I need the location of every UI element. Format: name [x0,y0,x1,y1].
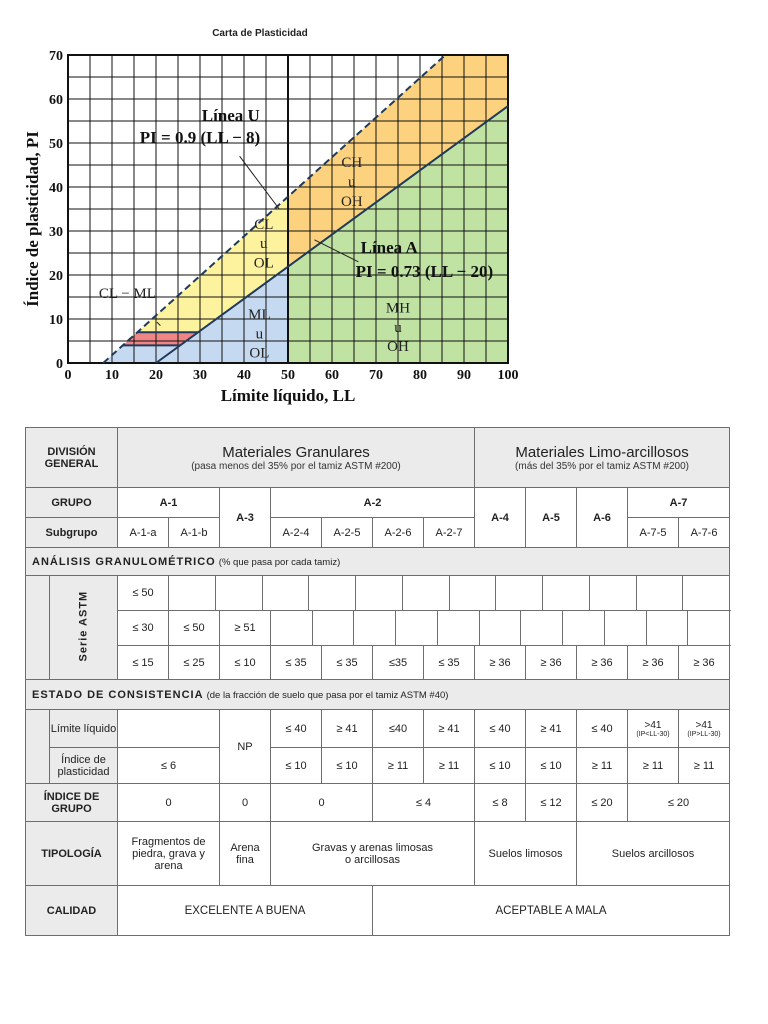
ll-a5: ≥ 41 [526,710,577,748]
subgroup-a27: A-2-7 [424,518,475,548]
tip-a1: Fragmentos de piedra, grava y arena [118,822,220,886]
group-a5: A-5 [526,488,577,548]
subgroup-a76: A-7-6 [679,518,730,548]
granular-header: Materiales Granulares (pasa menos del 35% por el tamiz ASTM #200) [118,428,475,488]
y-tick-label: 10 [49,313,63,328]
aashto-classification-table [25,427,730,936]
ll-a27: ≥ 41 [424,710,475,748]
zone-label-ch: OH [340,193,363,210]
group-a2: A-2 [271,488,475,518]
x-tick-label: 20 [149,368,163,383]
ll-a76: >41 (IP>LL-30) [679,710,730,748]
ll-a25: ≥ 41 [322,710,373,748]
zone-label-ml: ML [248,307,271,323]
tip-a6-a7: Suelos arcillosos [577,822,730,886]
y-tick-label: 0 [56,357,63,372]
gi-a7: ≤ 20 [628,784,730,822]
sieve-200-a75: ≥ 36 [628,646,679,680]
group-a7: A-7 [628,488,730,518]
sieve-200-a26: ≤35 [373,646,424,680]
calidad-label: CALIDAD [26,886,118,936]
fine-header: Materiales Limo-arcillosos (más del 35% por el tamiz ASTM #200) [475,428,730,488]
tip-a2: Gravas y arenas limosas o arcillosas [271,822,475,886]
subgrupo-label: Subgrupo [26,518,118,548]
grupo-label: GRUPO [26,488,118,518]
sieve-row-40 [26,611,730,646]
row-division [26,428,730,488]
gi-a24-a25: 0 [271,784,373,822]
sieve-40-a3: ≥ 51 [220,611,271,646]
gi-label: ÍNDICE DE GRUPO [26,784,118,822]
ll-label: Límite líquido [50,710,118,748]
zone-label-clml: CL − ML [98,285,156,302]
x-tick-label: 60 [325,368,339,383]
ll-a24: ≤ 40 [271,710,322,748]
x-tick-label: 0 [64,368,72,383]
y-tick-label: 50 [49,137,63,152]
sieve-row-200 [26,646,730,680]
ip-a1: ≤ 6 [118,748,220,784]
subgroup-a1a: A-1-a [118,518,169,548]
sieve-40-a1a: ≤ 30 [118,611,169,646]
y-tick-label: 20 [49,269,63,284]
x-tick-label: 90 [457,368,471,383]
zone-label-mh: u [394,319,402,336]
sieve-200-a4: ≥ 36 [475,646,526,680]
cons-section-title: ESTADO DE CONSISTENCIA (de la fracción de suelo que pasa por el tamiz ASTM #40) [26,680,730,710]
sieve-10-a1a: ≤ 50 [118,576,169,611]
gi-a5: ≤ 12 [526,784,577,822]
x-tick-label: 50 [281,368,295,383]
ll-a6: ≤ 40 [577,710,628,748]
ip-a24: ≤ 10 [271,748,322,784]
x-axis-label: Límite líquido, LL [220,386,356,405]
y-tick-label: 40 [49,181,63,196]
row-gi [26,784,730,822]
sieve-200-a3: ≤ 10 [220,646,271,680]
gi-a26-a27: ≤ 4 [373,784,475,822]
x-tick-label: 80 [413,368,427,383]
line-u-leader [240,156,280,209]
plasticity-chart [0,40,525,420]
row-ll [26,710,730,748]
row-calidad [26,886,730,936]
y-tick-label: 30 [49,225,63,240]
sieve-200-a27: ≤ 35 [424,646,475,680]
row-ip [26,748,730,784]
ip-a6: ≥ 11 [577,748,628,784]
y-tick-label: 60 [49,93,63,108]
line-a-name: Línea A [360,238,418,257]
gi-a4: ≤ 8 [475,784,526,822]
ip-a26: ≥ 11 [373,748,424,784]
x-tick-label: 30 [193,368,207,383]
subgroup-a25: A-2-5 [322,518,373,548]
x-tick-label: 100 [497,368,519,383]
ip-a25: ≤ 10 [322,748,373,784]
line-a-equation: PI = 0.73 (LL − 20) [355,262,494,282]
gi-a6: ≤ 20 [577,784,628,822]
zone-label-mh: MH [385,300,411,317]
ip-a76: ≥ 11 [679,748,730,784]
zone-label-ml: u [255,326,264,343]
zone-label-ch: CH [341,155,363,172]
ip-a27: ≥ 11 [424,748,475,784]
ll-a4: ≤ 40 [475,710,526,748]
row-grupo [26,488,730,518]
x-tick-label: 40 [237,368,251,383]
sieve-200-a6: ≥ 36 [577,646,628,680]
gi-a1: 0 [118,784,220,822]
zone-label-cl: CL [254,216,274,233]
ip-a4: ≤ 10 [475,748,526,784]
calidad-granular: EXCELENTE A BUENA [118,886,373,936]
sieve-200-a76: ≥ 36 [679,646,730,680]
sieve-40-a1b: ≤ 50 [169,611,220,646]
zone-label-cl: OL [253,255,274,272]
gran-section-title: ANÁLISIS GRANULOMÉTRICO (% que pasa por cada tamiz) [26,548,730,576]
x-tick-label: 10 [105,368,119,383]
group-a1: A-1 [118,488,220,518]
ip-label: Índice de plasticidad [50,748,118,784]
zone-label-ch: u [348,174,356,191]
serie-astm-label: Serie ASTM [50,576,118,680]
line-u-name: Línea U [201,106,260,125]
ip-a75: ≥ 11 [628,748,679,784]
subgroup-a75: A-7-5 [628,518,679,548]
row-tipologia [26,822,730,886]
subgroup-a1b: A-1-b [169,518,220,548]
ip-a5: ≤ 10 [526,748,577,784]
y-axis-label: Índice de plasticidad, PI [23,131,42,307]
sieve-200-a25: ≤ 35 [322,646,373,680]
group-a6: A-6 [577,488,628,548]
row-gran-title [26,548,730,576]
tipologia-label: TIPOLOGÍA [26,822,118,886]
subgroup-a26: A-2-6 [373,518,424,548]
ll-a26: ≤40 [373,710,424,748]
row-cons-title [26,680,730,710]
line-u-equation: PI = 0.9 (LL − 8) [139,128,261,147]
gi-a3: 0 [220,784,271,822]
tip-a4-a5: Suelos limosos [475,822,577,886]
division-label: DIVISIÓN GENERAL [26,428,118,488]
calidad-fine: ACEPTABLE A MALA [373,886,730,936]
group-a4: A-4 [475,488,526,548]
tip-a3: Arena fina [220,822,271,886]
sieve-200-a5: ≥ 36 [526,646,577,680]
subgroup-a24: A-2-4 [271,518,322,548]
x-tick-label: 70 [369,368,383,383]
ll-a75: >41 (IP<LL-30) [628,710,679,748]
y-tick-label: 70 [49,49,63,64]
sieve-200-a24: ≤ 35 [271,646,322,680]
group-a3: A-3 [220,488,271,548]
sieve-200-a1b: ≤ 25 [169,646,220,680]
zone-label-ml: OL [249,345,270,362]
sieve-row-10 [26,576,730,611]
sieve-200-a1a: ≤ 15 [118,646,169,680]
zone-label-mh: OH [387,339,409,356]
zone-label-cl: u [260,236,268,253]
chart-title: Carta de Plasticidad [212,28,308,39]
a3-np: NP [220,710,271,784]
